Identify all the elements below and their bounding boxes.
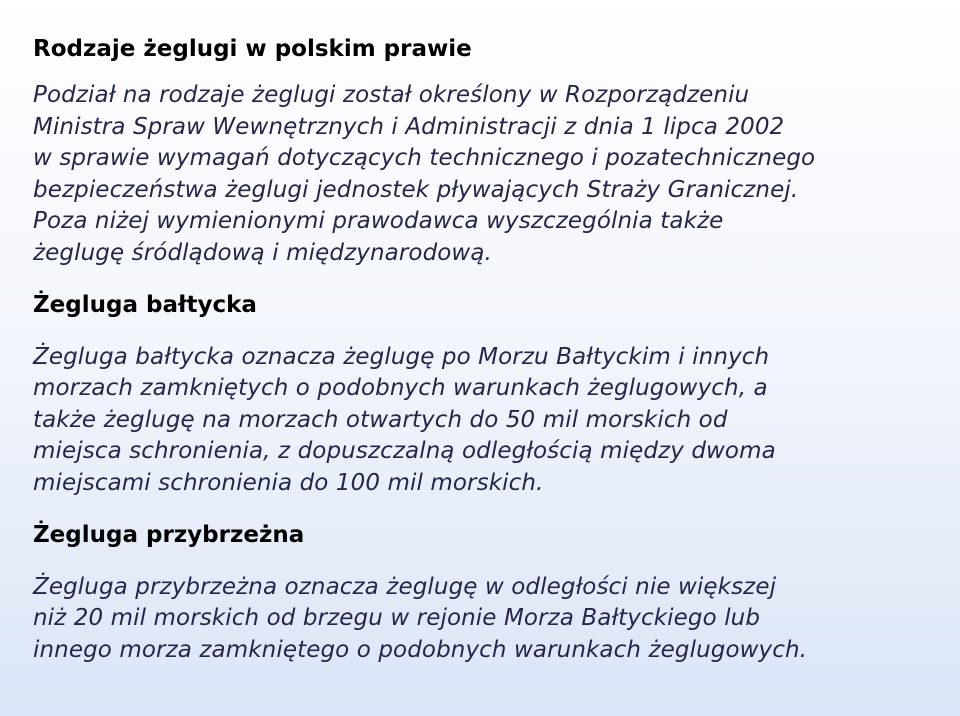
intro-line: Poza niżej wymienionymi prawodawca wyszczególnia także	[33, 208, 724, 235]
paragraph-line: morzach zamkniętych o podobnych warunkach żeglugowych, a	[33, 375, 768, 402]
section-heading-baltic: Żegluga bałtycka	[33, 291, 257, 318]
paragraph-line: miejsca schronienia, z dopuszczalną odległością między dwoma	[33, 438, 776, 465]
intro-line: bezpieczeństwa żeglugi jednostek pływających Straży Granicznej.	[33, 176, 799, 203]
slide-title: Rodzaje żeglugi w polskim prawie	[33, 36, 472, 62]
paragraph-line: niż 20 mil morskich od brzegu w rejonie Morza Bałtyckiego lub	[33, 605, 761, 632]
paragraph-line: Żegluga przybrzeżna oznacza żeglugę w odległości nie większej	[33, 573, 777, 600]
section-paragraph-coastal	[33, 572, 920, 667]
paragraph-line: miejscami schronienia do 100 mil morskich.	[33, 469, 544, 496]
section-paragraph-baltic	[33, 342, 920, 500]
intro-line: Podział na rodzaje żeglugi został określony w Rozporządzeniu	[33, 82, 750, 108]
intro-line: w sprawie wymagań dotyczących technicznego i pozatechnicznego	[33, 145, 816, 172]
intro-line: Ministra Spraw Wewnętrznych i Administracji z dnia 1 lipca 2002	[33, 113, 785, 140]
section-heading-coastal: Żegluga przybrzeżna	[33, 521, 305, 548]
paragraph-line: także żeglugę na morzach otwartych do 50 mil morskich od	[33, 406, 728, 433]
paragraph-line: Żegluga bałtycka oznacza żeglugę po Morzu Bałtyckim i innych	[33, 343, 770, 370]
intro-paragraph	[33, 80, 920, 270]
paragraph-line: innego morza zamkniętego o podobnych warunkach żeglugowych.	[33, 636, 808, 663]
intro-line: żeglugę śródlądową i międzynarodową.	[33, 239, 492, 266]
